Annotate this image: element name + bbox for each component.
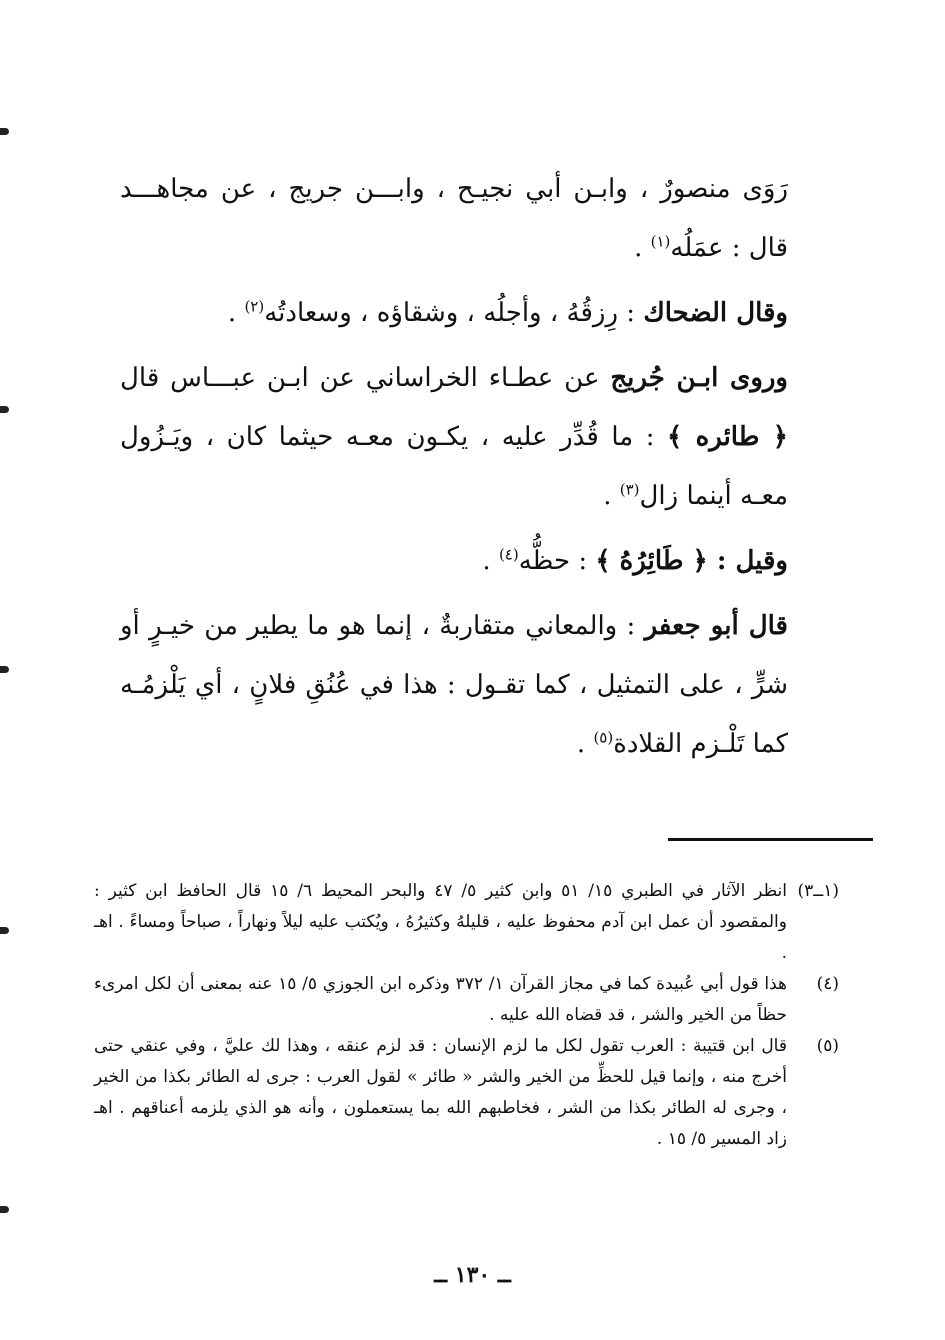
paragraph-ibn-jurayj: وروى ابـن جُريج عن عطـاء الخراساني عن ابـن عبـــاس قال ﴿ طائره ﴾ : ما قُدِّر عليه ، يكـون معـه حيثما كان ، ويَـزُول معـه أينما زال$^{(٣)}$ . <box>120 363 788 511</box>
footnote <box>94 876 839 969</box>
footnote-number: (٤) <box>816 974 839 994</box>
scan-edge-mark <box>0 128 9 135</box>
footnote <box>94 969 839 1031</box>
footnote-number: (١ــ٣) <box>797 881 839 901</box>
paragraph-dahhak: وقال الضحاك : رِزقُهُ ، وأجلُه ، وشقاؤه ، وسعادتُه$^{(٢)}$ . <box>227 297 788 328</box>
scan-edge-mark <box>0 927 9 934</box>
footnote-number: (٥) <box>816 1036 839 1056</box>
paragraph-abu-jafar: قال أبو جعفر : والمعاني متقاربةٌ ، إنما هو ما يطير من خيـرٍ أو شرٍّ ، على التمثيل ، كما تقـول : هذا في عُنُقِ فلانٍ ، أي يَلْزمُـه كما تَلْـزم القلادة$^{(٥)}$ . <box>120 611 788 759</box>
scan-edge-mark <box>0 406 9 413</box>
footnote-text: انظر الآثار في الطبري ١٥/ ٥١ وابن كثير ٥/ ٤٧ والبحر المحيط ٦/ ١٥ قال الحافظ ابن كثير : والمقصود أن عمل ابن آدم محفوظ عليه ، قليلهُ وكثيرُهُ ، ويُكتب عليه ليلاً ونهاراً ، صباحاً ومساءً . اهـ . <box>94 881 787 963</box>
footnote-text: هذا قول أبي عُبيدة كما في مجاز القرآن ١/ ٣٧٢ وذكره ابن الجوزي ٥/ ١٥ عنه بمعنى أن لكل امرىء حظاً من الخير والشر ، قد قضاه الله عليه . <box>94 974 787 1025</box>
footnotes <box>94 876 839 1155</box>
footnote <box>94 1031 839 1155</box>
footnote-separator <box>668 838 873 841</box>
scan-edge-mark <box>0 1206 9 1213</box>
page-number: ــ ١٣٠ ــ <box>434 1262 511 1288</box>
paragraph-qila: وقيل : ﴿ طَائِرُهُ ﴾ : حظُّه$^{(٤)}$ . <box>482 545 788 576</box>
paragraph-mansour: رَوَى منصورٌ ، وابـن أبي نجيـح ، وابـــن جريج ، عن مجاهـــد قال : عمَلُه$^{(١)}$ . <box>120 174 788 263</box>
scan-edge-mark <box>0 666 9 673</box>
footnote-text: قال ابن قتيبة : العرب تقول لكل ما لزم الإنسان : قد لزم عنقه ، وهذا لك عليَّ ، وفي عنقي حتى أخرج منه ، وإنما قيل للحظِّ من الخير والشر « طائر » لقول العرب : جرى له الطائر بكذا من الخير ، وجرى له الطائر بكذا من الشر ، فخاطبهم الله بما يستعملون ، وأنه هو الذي يلزمه أعناقهم . اهـ زاد المسير ٥/ ١٥ . <box>94 1036 787 1149</box>
main-text <box>120 160 788 780</box>
